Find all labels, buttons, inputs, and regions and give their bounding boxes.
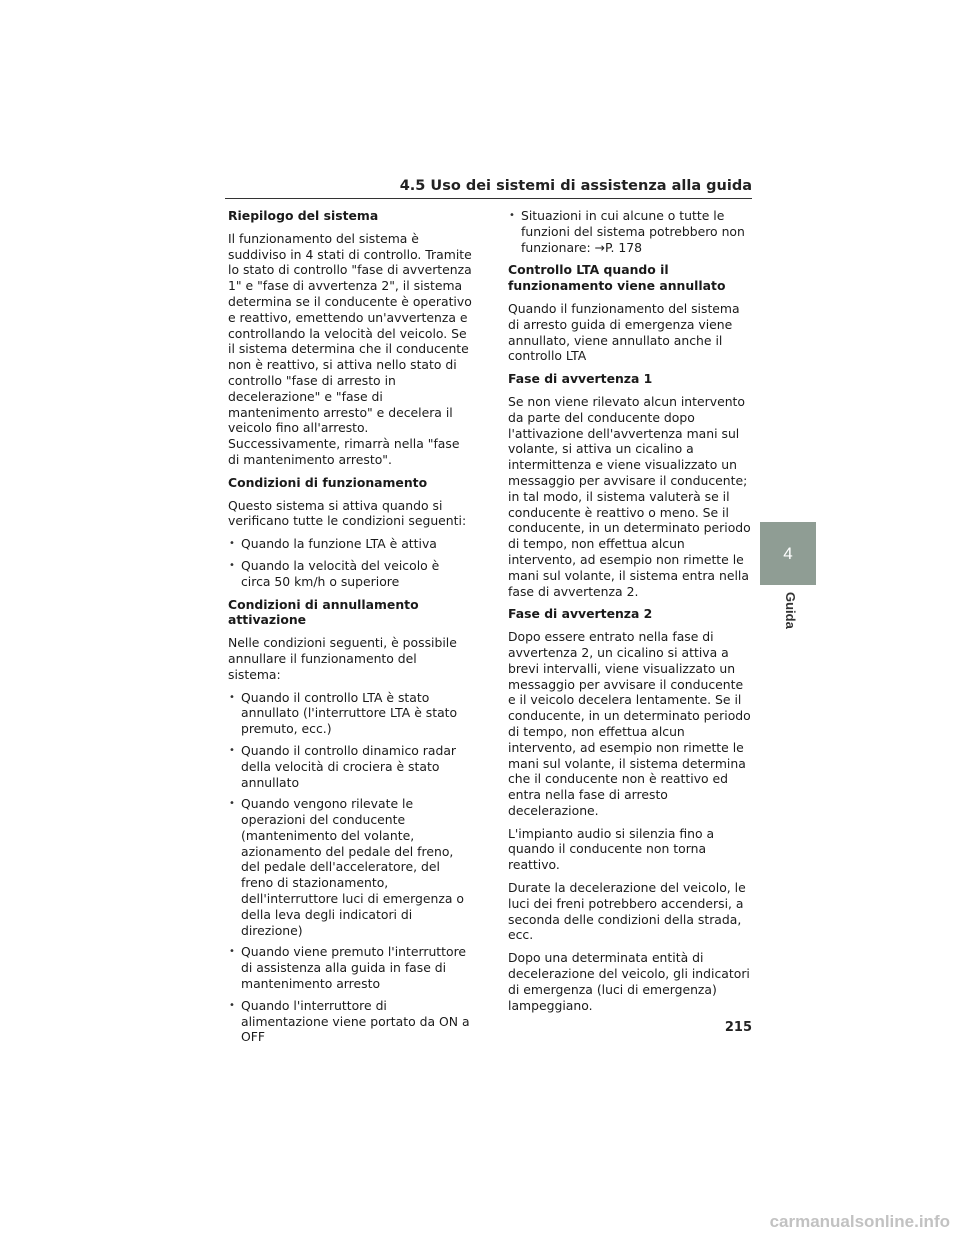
lta-paragraph: Quando il funzionamento del sistema di arresto guida di emergenza viene annullato, viene annullato anche il controllo LTA — [508, 300, 740, 364]
annullamento-list — [228, 690, 472, 1046]
fase1-paragraph: Se non viene rilevato alcun intervento da parte del conducente dopo l'attivazione dell'avvertenza mani sul volante, si attiva un cicalino a intermittenza e viene visualizzato un messaggio per avvisare il conducente; in tal modo, il sistema valuterà se il conducente è reattivo o meno. Se il conducente, in un determinato periodo di tempo, non effettua alcun intervento, ad esempio non rimette le mani sul volante, il sistema entra nella fase di avvertenza 2. — [508, 393, 751, 599]
list-item: • Quando la velocità del veicolo è circa 50 km/h o superiore — [228, 558, 472, 590]
emergenza-paragraph: Dopo una determinata entità di decelerazione del veicolo, gli indicatori di emergenza (luci di emergenza) lampeggiano. — [508, 950, 750, 1013]
section-header: 4.5 Uso dei sistemi di assistenza alla guida — [399, 178, 752, 194]
watermark: carmanualsonline.info — [769, 1212, 950, 1231]
condizioni-list — [228, 536, 472, 589]
header-rule — [225, 198, 752, 199]
condizioni-paragraph: Questo sistema si attiva quando si verificano tutte le condizioni seguenti: — [228, 497, 467, 529]
lta-heading: Controllo LTA quando il funzionamento viene annullato — [508, 262, 726, 294]
chapter-number: 4 — [783, 543, 793, 563]
list-item: • Quando il controllo dinamico radar della velocità di crociera è stato annullato — [228, 743, 472, 790]
condizioni-heading: Condizioni di funzionamento — [228, 474, 428, 490]
left-column — [228, 208, 472, 1052]
annullamento-paragraph: Nelle condizioni seguenti, è possibile annullare il funzionamento del sistema: — [228, 635, 457, 682]
annullamento-heading: Condizioni di annullamento attivazione — [228, 596, 419, 628]
fase1-heading: Fase di avvertenza 1 — [508, 371, 653, 387]
list-item: • Quando viene premuto l'interruttore di assistenza alla guida in fase di mantenimento arresto — [228, 944, 472, 991]
list-item: • Quando vengono rilevate le operazioni del conducente (mantenimento del volante, azionamento del pedale del freno, del pedale dell'acceleratore, del freno di stazionamento, dell'interruttore luci di emergenza o della leva degli indicatori di direzione) — [228, 796, 472, 938]
chapter-tab[interactable] — [760, 522, 816, 585]
freni-paragraph: Durate la decelerazione del veicolo, le luci dei freni potrebbero accendersi, a seconda delle condizioni della strada, ecc. — [508, 880, 746, 943]
audio-paragraph: L'impianto audio si silenzia fino a quando il conducente non torna reattivo. — [508, 825, 715, 873]
list-item: • Quando l'interruttore di alimentazione viene portato da ON a OFF — [228, 998, 472, 1045]
situazioni-list — [508, 208, 752, 255]
list-item: • Quando il controllo LTA è stato annullato (l'interruttore LTA è stato premuto, ecc.) — [228, 690, 472, 737]
riepilogo-heading: Riepilogo del sistema — [228, 208, 379, 223]
chapter-label: Guida — [783, 592, 798, 629]
list-item: • Quando la funzione LTA è attiva — [228, 536, 472, 552]
page-number: 215 — [724, 1020, 752, 1035]
list-item: • Situazioni in cui alcune o tutte le funzioni del sistema potrebbero non funzionare: →P. 178 — [508, 208, 752, 255]
fase2-heading: Fase di avvertenza 2 — [508, 606, 653, 622]
riepilogo-paragraph: Il funzionamento del sistema è suddiviso in 4 stati di controllo. Tramite lo stato di controllo "fase di avvertenza 1" e "fase di avvertenza 2", il sistema determina se il conducente è operativo e reattivo, emettendo un'avvertenza e controllando la velocità del veicolo. Se il sistema determina che il conducente non è reattivo, si attiva nello stato di controllo "fase di arresto in decelerazione" e "fase di mantenimento arresto" e decelera il veicolo fino all'arresto. Successivamente, rimarrà nella "fase di mantenimento arresto". — [228, 230, 472, 467]
fase2-paragraph: Dopo essere entrato nella fase di avvertenza 2, un cicalino si attiva a brevi intervalli, viene visualizzato un messaggio per avvisare il conducente e il veicolo decelera lentamente. Se il conducente, in un determinato periodo di tempo, non effettua alcun intervento, ad esempio non rimette le mani sul volante, il sistema determina che il conducente non è reattivo ed entra nella fase di arresto decelerazione. — [508, 629, 751, 818]
right-column — [508, 208, 752, 1020]
